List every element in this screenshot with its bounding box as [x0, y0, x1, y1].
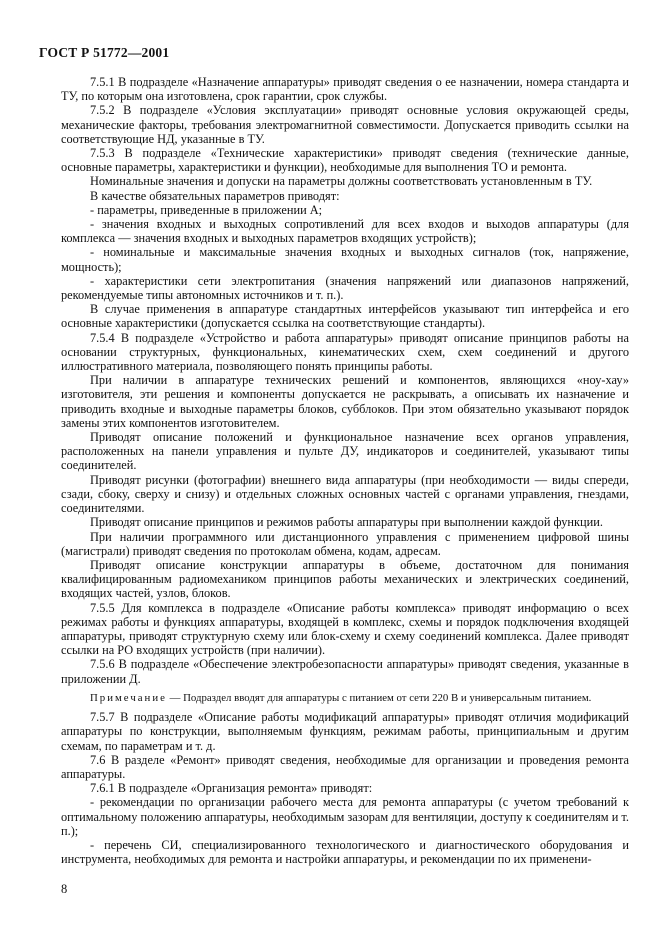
paragraph: При наличии в аппаратуре технических решений и компонентов, являющихся «ноу-хау» изготовителя, эти решения и компоненты допускается не раскрывать, а описывать их назначение и приводить входные и выходные параметры блоков, субблоков. При этом обязательно указывают порядок замены этих компонентов изготовителем. — [61, 373, 629, 430]
list-item: - рекомендации по организации рабочего места для ремонта аппаратуры (с учетом требований к оптимальному положению аппаратуры, необходимым зазорам для вентиляции, доступу к соединителям и т. п.); — [61, 795, 629, 838]
list-item: - номинальные и максимальные значения входных и выходных сигналов (ток, напряжение, мощность); — [61, 245, 629, 274]
paragraph: Номинальные значения и допуски на параметры должны соответствовать установленным в ТУ. — [90, 174, 593, 189]
paragraph: Приводят описание принципов и режимов работы аппаратуры при выполнении каждой функции. — [90, 515, 603, 530]
paragraph: 7.5.3 В подразделе «Технические характеристики» приводят сведения (технические данные, основные параметры, характеристики и функции), необходимые для выполнения ТО и ремонта. — [61, 146, 629, 175]
paragraph: Приводят рисунки (фотографии) внешнего вида аппаратуры (при необходимости — виды спереди, сзади, сбоку, сверху и снизу) и отдельных сложных основных частей с органами управления, гнездами, соединителями. — [61, 472, 629, 516]
paragraph: 7.5.1 В подразделе «Назначение аппаратуры» приводят сведения о ее назначении, номера стандарта и ТУ, по которым она изготовлена, срок гарантии, срок службы. — [61, 75, 629, 104]
paragraph: 7.6.1 В подразделе «Организация ремонта» приводят: — [90, 781, 373, 796]
page-number: 8 — [61, 882, 68, 896]
list-item: - значения входных и выходных сопротивлений для всех входов и выходов аппаратуры (для комплекса — значения входных и выходных параметров входящих устройств); — [61, 217, 629, 246]
document-header: ГОСТ Р 51772—2001 — [39, 45, 170, 60]
paragraph: 7.5.6 В подразделе «Обеспечение электробезопасности аппаратуры» приводят сведения, указанные в приложении Д. — [61, 657, 629, 686]
paragraph: Приводят описание конструкции аппаратуры в объеме, достаточном для понимания квалифицированным радиомехаником принципов работы механических и электрических соединений, входящих частей, узлов, блоков. — [61, 557, 629, 601]
note-text: — Подраздел вводят для аппаратуры с питанием от сети 220 В и универсальным питанием. — [166, 691, 592, 704]
list-item: - перечень СИ, специализированного технологического и диагностического оборудования и инструмента, необходимых для ремонта и настройки аппаратуры, и рекомендации по их применени- — [61, 838, 629, 867]
paragraph: Приводят описание положений и функциональное назначение всех органов управления, расположенных на панели управления и пульте ДУ, индикаторов и соединителей, указывают типы соединителей. — [61, 430, 629, 473]
paragraph: В качестве обязательных параметров приводят: — [90, 188, 340, 203]
paragraph: 7.6 В разделе «Ремонт» приводят сведения, необходимые для организации и проведения ремонта аппаратуры. — [61, 752, 629, 782]
list-item: - параметры, приведенные в приложении А; — [90, 202, 323, 217]
paragraph: 7.5.4 В подразделе «Устройство и работа аппаратуры» приводят описание принципов работы на основании структурных, функциональных, кинематических схем, схем соединений и другого иллюстративного материала, позволяющего понять принципы работы. — [61, 330, 629, 374]
note-label: Примечание — [90, 691, 167, 704]
paragraph: 7.5.7 В подразделе «Описание работы модификаций аппаратуры» приводят отличия модификаций аппаратуры по конструкции, выполняемым функциям, режимам работы, принципиальным и другим схемам, по параметрам и т. д. — [61, 710, 629, 753]
list-item: - характеристики сети электропитания (значения напряжений или диапазонов напряжений, рекомендуемые типы автономных источников и т. п.). — [61, 273, 629, 303]
document-body — [61, 75, 629, 866]
note — [61, 692, 629, 705]
paragraph: 7.5.5 Для комплекса в подразделе «Описание работы комплекса» приводят информацию о всех режимах работы и функциях аппаратуры, входящей в комплекс, схемы и порядок подключения входящей аппаратуры, приводят структурную схему или блок-схему и схему соединений комплекса. Далее приводят ссылки на РО входящих устройств (при наличии). — [61, 600, 629, 658]
paragraph: В случае применения в аппаратуре стандартных интерфейсов указывают тип интерфейса и его основные характеристики (допускается ссылка на соответствующие стандарты). — [61, 302, 629, 331]
paragraph: При наличии программного или дистанционного управления с применением цифровой шины (магистрали) приводят сведения по протоколам обмена, кодам, адресам. — [61, 529, 629, 558]
paragraph: 7.5.2 В подразделе «Условия эксплуатации» приводят основные условия окружающей среды, механические факторы, требования электромагнитной совместимости. Допускается приводить ссылки на соответствующие НД, указанные в ТУ. — [61, 103, 629, 146]
